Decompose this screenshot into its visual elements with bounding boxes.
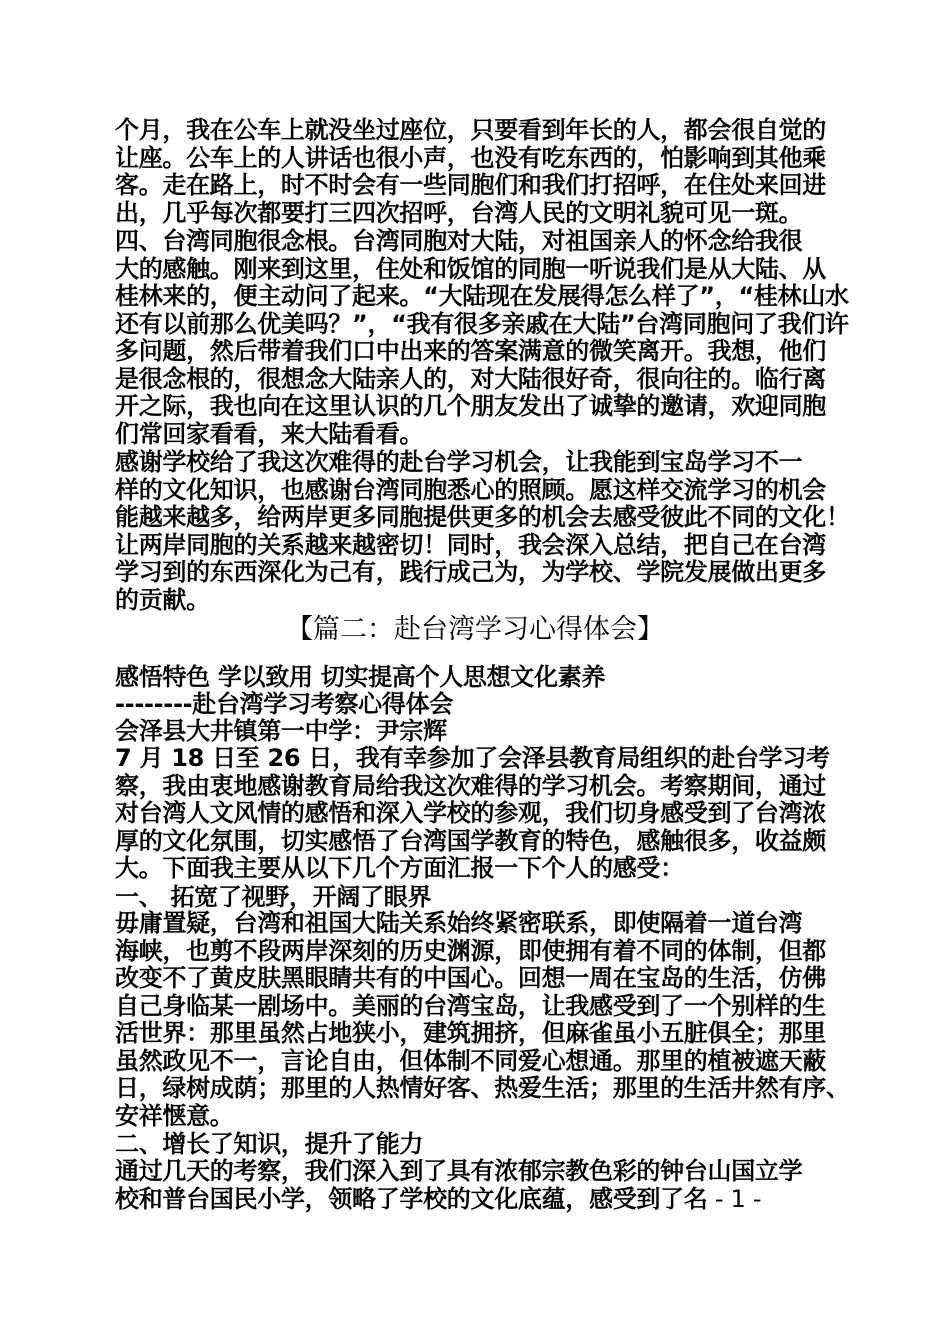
- text-line: 大的感触。刚来到这里，住处和饭馆的同胞一听说我们是从大陆、从: [115, 254, 826, 283]
- text-line: 察，我由衷地感谢教育局给我这次难得的学习机会。考察期间，通过: [115, 771, 826, 800]
- text-line: 对台湾人文风情的感悟和深入学校的参观，我们切身感受到了台湾浓: [115, 799, 826, 827]
- text-line: 开之际，我也向在这里认识的几个朋友发出了诚挚的邀请，欢迎同胞: [115, 392, 826, 420]
- text-line: 能越来越多，给两岸更多同胞提供更多的机会去感受彼此不同的文化！: [115, 503, 850, 531]
- text-line: 是很念根的，很想念大陆亲人的，对大陆很好奇，很向往的。临行离: [115, 364, 826, 393]
- text-line: 通过几天的考察，我们深入到了具有浓郁宗教色彩的钟台山国立学: [115, 1157, 803, 1185]
- author-line: 会泽县大井镇第一中学：尹宗辉: [115, 717, 447, 745]
- text-line: 毋庸置疑，台湾和祖国大陆关系始终紧密联系，即使隔着一道台湾: [115, 909, 803, 937]
- text-line: 日，绿树成荫；那里的人热情好客、热爱生活；那里的生活井然有序、: [115, 1074, 850, 1102]
- text-line-last: [115, 1186, 840, 1214]
- text-line: 自己身临某一剧场中。美丽的台湾宝岛，让我感受到了一个别样的生: [115, 991, 826, 1020]
- text-line: 厚的文化氛围，切实感悟了台湾国学教育的特色，感触很多，收益颇: [115, 826, 826, 855]
- text-line: 们常回家看看，来大陆看看。: [115, 419, 424, 448]
- text-line: 让座。公车上的人讲话也很小声，也没有吃东西的，怕影响到其他乘: [115, 143, 826, 172]
- text-line: 的贡献。: [115, 585, 210, 614]
- text-line: 样的文化知识，也感谢台湾同胞悉心的照顾。愿这样交流学习的机会: [115, 475, 826, 504]
- text-line: 多问题，然后带着我们口中出来的答案满意的微笑离开。我想，他们: [115, 337, 826, 365]
- essay-title: 感悟特色 学以致用 切实提高个人思想文化素养: [115, 663, 606, 691]
- section2-heading: 二、增长了知识，提升了能力: [115, 1130, 424, 1158]
- paragraph-courtesy: [115, 117, 840, 227]
- paragraph-knowledge: [115, 1158, 840, 1213]
- text-line: 感谢学校给了我这次难得的赴台学习机会，让我能到宝岛学习不一: [115, 448, 803, 476]
- text-line: 桂林来的，便主动问了起来。“大陆现在发展得怎么样了”，“桂林山水: [115, 282, 849, 310]
- section-title: 【篇二：赴台湾学习心得体会】: [286, 614, 664, 645]
- text-line: 虽然政见不一，言论自由，但体制不同爱心想通。那里的植被遮天蔽: [115, 1046, 826, 1075]
- paragraph-horizons: [115, 909, 850, 1130]
- text-line: 个月，我在公车上就没坐过座位，只要看到年长的人，都会很自觉的: [115, 116, 826, 144]
- text-line: 活世界：那里虽然占地狭小，建筑拥挤，但麻雀虽小五脏俱全；那里: [115, 1019, 826, 1047]
- text-line: 改变不了黄皮肤黑眼睛共有的中国心。回想一周在宝岛的生活，仿佛: [115, 964, 826, 992]
- section1-heading: 一、 拓宽了视野，开阔了眼界: [115, 883, 432, 911]
- text-line: 还有以前那么优美吗？”，“我有很多亲戚在大陆”台湾同胞问了我们许: [115, 309, 849, 338]
- text-line: 安祥惬意。: [115, 1101, 234, 1130]
- paragraph-thanks: [115, 448, 850, 614]
- text-line: 学习到的东西深化为己有，践行成己为，为学校、学院发展做出更多: [115, 558, 826, 586]
- text-line: 四、台湾同胞很念根。台湾同胞对大陆，对祖国亲人的怀念给我很: [115, 227, 803, 255]
- paragraph-roots: [115, 227, 849, 448]
- text-line: 客。走在路上，时不时会有一些同胞们和我们打招呼，在住处来回进: [115, 171, 826, 199]
- text-line: 海峡，也剪不段两岸深刻的历史渊源，即使拥有着不同的体制，但都: [115, 936, 826, 965]
- text-line: 大。下面我主要从以下几个方面汇报一下个人的感受：: [115, 854, 684, 882]
- text-line: 7 月 18 日至 26 日，我有幸参加了会泽县教育局组织的赴台学习考: [115, 744, 830, 772]
- text-line: 出，几乎每次都要打三四次招呼，台湾人民的文明礼貌可见一斑。: [115, 198, 803, 227]
- page-number: - 1 -: [707, 1184, 762, 1213]
- text-line: 校和普台国民小学，领略了学校的文化底蕴，感受到了名: [115, 1184, 708, 1213]
- essay-subtitle: --------赴台湾学习考察心得体会: [115, 690, 453, 718]
- text-line: 让两岸同胞的关系越来越密切！同时，我会深入总结，把自己在台湾: [115, 530, 826, 559]
- paragraph-intro: [115, 745, 840, 883]
